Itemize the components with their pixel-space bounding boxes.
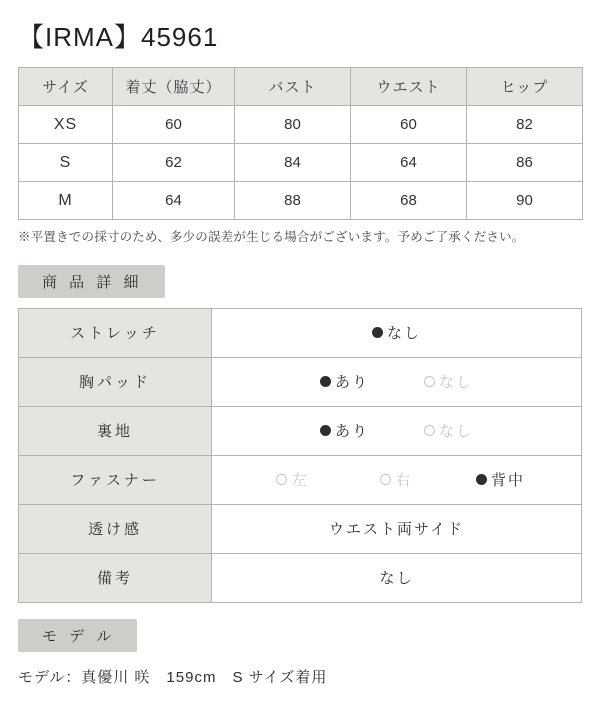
filled-circle-icon — [320, 425, 331, 436]
detail-value — [212, 455, 582, 504]
option-label: なし — [438, 423, 473, 441]
option-group — [218, 420, 575, 441]
size-cell: 68 — [351, 182, 467, 220]
option-label: あり — [334, 374, 369, 392]
page-title: 【IRMA】45961 — [18, 22, 219, 52]
size-table — [18, 67, 583, 220]
size-cell: 60 — [351, 106, 467, 144]
table-row — [19, 553, 582, 602]
size-table-header-cell: ヒップ — [467, 68, 583, 106]
model-info: モデル：真優川 咲 159cm S サイズ着用 — [18, 668, 328, 686]
detail-label: 備考 — [19, 553, 212, 602]
section-heading-model: モ デ ル — [18, 619, 137, 652]
size-cell: 84 — [235, 144, 351, 182]
table-row — [19, 182, 583, 220]
table-row — [19, 406, 582, 455]
size-cell: S — [19, 144, 113, 182]
detail-label: 裏地 — [19, 406, 212, 455]
size-cell: 88 — [235, 182, 351, 220]
detail-value — [212, 504, 582, 553]
hollow-circle-icon — [424, 425, 435, 436]
table-row — [19, 308, 582, 357]
table-header-row — [19, 68, 583, 106]
hollow-circle-icon — [380, 474, 391, 485]
option-label: 右 — [395, 472, 413, 490]
option-item — [293, 420, 397, 441]
size-cell: 64 — [113, 182, 235, 220]
option-item — [397, 420, 501, 441]
size-cell: 90 — [467, 182, 583, 220]
option-group — [218, 371, 575, 392]
measurement-note: ※平置きでの採寸のため、多少の誤差が生じる場合がございます。予めご了承ください。 — [18, 230, 525, 245]
size-table-header-cell: バスト — [235, 68, 351, 106]
table-row — [19, 106, 583, 144]
size-cell: XS — [19, 106, 113, 144]
size-table-header-cell: サイズ — [19, 68, 113, 106]
size-cell: 80 — [235, 106, 351, 144]
option-label: なし — [438, 374, 473, 392]
detail-value — [212, 357, 582, 406]
hollow-circle-icon — [424, 376, 435, 387]
option-item — [449, 469, 553, 490]
detail-label: ストレッチ — [19, 308, 212, 357]
size-cell: M — [19, 182, 113, 220]
section-heading-product-detail: 商 品 詳 細 — [18, 265, 165, 298]
hollow-circle-icon — [276, 474, 287, 485]
table-row — [19, 357, 582, 406]
table-row — [19, 144, 583, 182]
option-group — [218, 322, 575, 343]
product-detail-table — [18, 308, 582, 603]
detail-label: 透け感 — [19, 504, 212, 553]
detail-value — [212, 308, 582, 357]
option-label: 背中 — [490, 472, 525, 490]
size-table-header-cell: ウエスト — [351, 68, 467, 106]
option-group — [218, 469, 575, 490]
detail-label: 胸パッド — [19, 357, 212, 406]
size-cell: 62 — [113, 144, 235, 182]
option-item — [345, 322, 449, 343]
filled-circle-icon — [476, 474, 487, 485]
detail-label: ファスナー — [19, 455, 212, 504]
size-cell: 64 — [351, 144, 467, 182]
detail-value — [212, 553, 582, 602]
filled-circle-icon — [372, 327, 383, 338]
option-label: なし — [386, 325, 421, 343]
option-item — [241, 469, 345, 490]
option-label: 左 — [291, 472, 309, 490]
option-item — [397, 371, 501, 392]
size-cell: 60 — [113, 106, 235, 144]
detail-text: なし — [379, 570, 414, 588]
size-table-header-cell: 着丈（脇丈） — [113, 68, 235, 106]
option-item — [293, 371, 397, 392]
option-item — [345, 469, 449, 490]
size-cell: 82 — [467, 106, 583, 144]
size-cell: 86 — [467, 144, 583, 182]
option-label: あり — [334, 423, 369, 441]
detail-text: ウエスト両サイド — [329, 521, 464, 539]
table-row — [19, 455, 582, 504]
detail-value — [212, 406, 582, 455]
table-row — [19, 504, 582, 553]
filled-circle-icon — [320, 376, 331, 387]
